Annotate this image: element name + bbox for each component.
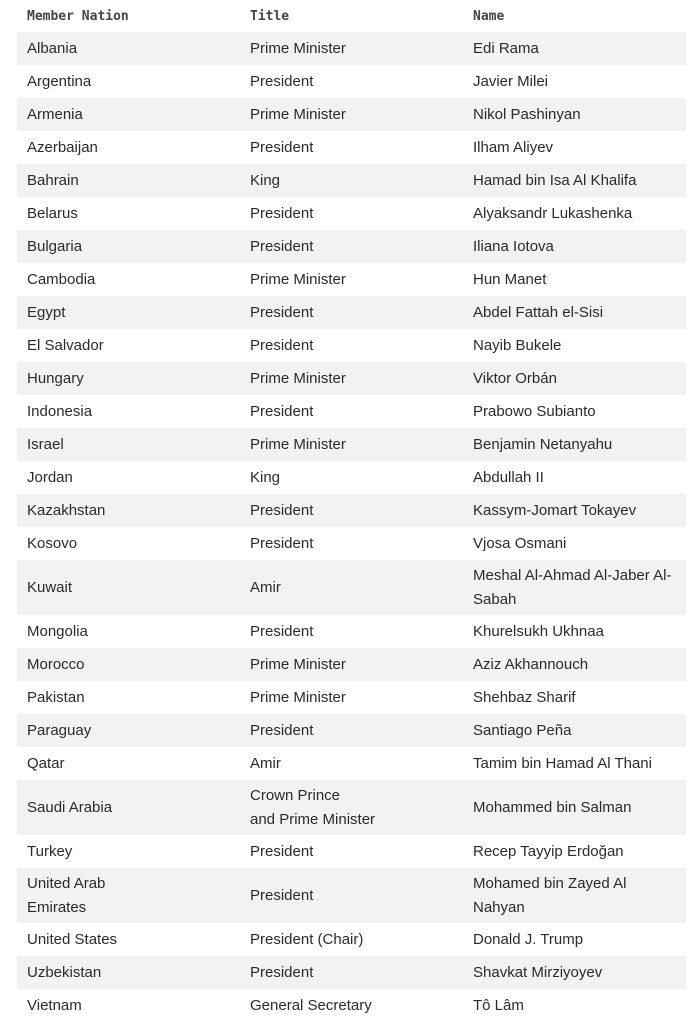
cell-name: Santiago Peña <box>473 721 572 739</box>
cell-member-nation: Morocco <box>27 655 85 673</box>
cell-title: King <box>250 171 281 189</box>
table-row <box>17 923 686 956</box>
cell-member-nation: Kosovo <box>27 534 78 552</box>
table-header <box>17 0 686 32</box>
cell-title: President <box>250 501 314 519</box>
cell-title: President <box>250 336 314 354</box>
cell-title: President <box>250 534 314 552</box>
table-row <box>17 989 686 1022</box>
cell-title: Prime Minister <box>250 270 346 288</box>
table-row <box>17 615 686 648</box>
cell-name: Recep Tayyip Erdoğan <box>473 842 624 860</box>
cell-member-nation: United States <box>27 930 118 948</box>
cell-member-nation: Egypt <box>27 303 66 321</box>
cell-member-nation: Turkey <box>27 842 73 860</box>
cell-title: Amir <box>250 754 281 772</box>
cell-title: President <box>250 721 314 739</box>
members-table <box>17 0 686 1022</box>
cell-title: Crown Prince and Prime Minister <box>250 786 376 828</box>
cell-member-nation: Uzbekistan <box>27 963 102 981</box>
table-row <box>17 32 686 65</box>
cell-name: Benjamin Netanyahu <box>473 435 613 453</box>
cell-title: President <box>250 622 314 640</box>
table-row <box>17 395 686 428</box>
cell-member-nation: Argentina <box>27 72 92 90</box>
cell-title: President <box>250 842 314 860</box>
cell-name: Hun Manet <box>473 270 547 288</box>
cell-name: Aziz Akhannouch <box>473 655 589 673</box>
cell-title: President <box>250 963 314 981</box>
cell-title: President <box>250 886 314 904</box>
cell-name: Donald J. Trump <box>473 930 584 948</box>
cell-title: King <box>250 468 281 486</box>
cell-name: Kassym-Jomart Tokayev <box>473 501 637 519</box>
table-row <box>17 681 686 714</box>
cell-member-nation: Jordan <box>27 468 73 486</box>
cell-name: Abdel Fattah el-Sisi <box>473 303 604 321</box>
table-row <box>17 98 686 131</box>
cell-name: Meshal Al-Ahmad Al-Jaber Al- Sabah <box>473 566 672 608</box>
cell-title: President <box>250 402 314 420</box>
cell-member-nation: Paraguay <box>27 721 92 739</box>
table-row <box>17 714 686 747</box>
cell-name: Shavkat Mirziyoyev <box>473 963 603 981</box>
table-row <box>17 197 686 230</box>
cell-member-nation: Belarus <box>27 204 78 222</box>
cell-member-nation: Hungary <box>27 369 84 387</box>
cell-title: Prime Minister <box>250 688 346 706</box>
cell-title: Prime Minister <box>250 435 346 453</box>
cell-member-nation: Saudi Arabia <box>27 798 113 816</box>
table-row <box>17 747 686 780</box>
cell-title: Prime Minister <box>250 655 346 673</box>
header-name: Name <box>473 8 505 24</box>
cell-member-nation: Bahrain <box>27 171 79 189</box>
table-row <box>17 230 686 263</box>
cell-name: Vjosa Osmani <box>473 534 567 552</box>
cell-title: President (Chair) <box>250 930 364 948</box>
table-row <box>17 648 686 681</box>
cell-name: Viktor Orbán <box>473 369 557 387</box>
cell-member-nation: Cambodia <box>27 270 96 288</box>
table-body <box>17 32 686 1022</box>
cell-member-nation: El Salvador <box>27 336 104 354</box>
table-row <box>17 527 686 560</box>
cell-name: Ilham Aliyev <box>473 138 554 156</box>
cell-title: Prime Minister <box>250 39 346 57</box>
table-row <box>17 560 686 615</box>
cell-name: Tô Lâm <box>473 996 524 1014</box>
cell-name: Nikol Pashinyan <box>473 105 581 123</box>
cell-name: Abdullah II <box>473 468 544 486</box>
table-row <box>17 296 686 329</box>
cell-name: Mohammed bin Salman <box>473 798 632 816</box>
cell-title: President <box>250 237 314 255</box>
cell-name: Prabowo Subianto <box>473 402 596 420</box>
cell-name: Iliana Iotova <box>473 237 554 255</box>
cell-member-nation: Pakistan <box>27 688 85 706</box>
cell-member-nation: Israel <box>27 435 64 453</box>
table-row <box>17 131 686 164</box>
cell-member-nation: Kazakhstan <box>27 501 106 519</box>
header-member-nation: Member Nation <box>27 8 129 24</box>
cell-name: Alyaksandr Lukashenka <box>473 204 633 222</box>
cell-member-nation: Armenia <box>27 105 83 123</box>
cell-member-nation: Qatar <box>27 754 65 772</box>
cell-member-nation: Bulgaria <box>27 237 83 255</box>
cell-name: Tamim bin Hamad Al Thani <box>473 754 652 772</box>
table-row <box>17 780 686 835</box>
cell-name: Khurelsukh Ukhnaa <box>473 622 604 640</box>
cell-title: President <box>250 303 314 321</box>
cell-title: Prime Minister <box>250 105 346 123</box>
table-row <box>17 362 686 395</box>
table-row <box>17 329 686 362</box>
cell-name: Mohamed bin Zayed Al Nahyan <box>473 874 627 916</box>
cell-member-nation: Vietnam <box>27 996 82 1014</box>
table-row <box>17 956 686 989</box>
table-row <box>17 868 686 923</box>
cell-name: Nayib Bukele <box>473 336 562 354</box>
table-row <box>17 263 686 296</box>
cell-member-nation: Kuwait <box>27 578 73 596</box>
cell-title: Prime Minister <box>250 369 346 387</box>
cell-title: President <box>250 138 314 156</box>
cell-title: Amir <box>250 578 281 596</box>
table-row <box>17 428 686 461</box>
cell-name: Javier Milei <box>473 72 549 90</box>
table-row <box>17 461 686 494</box>
header-title: Title <box>250 8 290 24</box>
cell-member-nation: Albania <box>27 39 78 57</box>
table-row <box>17 835 686 868</box>
cell-name: Hamad bin Isa Al Khalifa <box>473 171 637 189</box>
cell-title: General Secretary <box>250 996 372 1014</box>
table-row <box>17 164 686 197</box>
cell-title: President <box>250 72 314 90</box>
cell-name: Edi Rama <box>473 39 539 57</box>
cell-member-nation: Azerbaijan <box>27 138 98 156</box>
table-row <box>17 494 686 527</box>
cell-member-nation: Mongolia <box>27 622 88 640</box>
cell-member-nation: United Arab Emirates <box>27 874 106 916</box>
cell-title: President <box>250 204 314 222</box>
cell-member-nation: Indonesia <box>27 402 93 420</box>
table-row <box>17 65 686 98</box>
cell-name: Shehbaz Sharif <box>473 688 576 706</box>
